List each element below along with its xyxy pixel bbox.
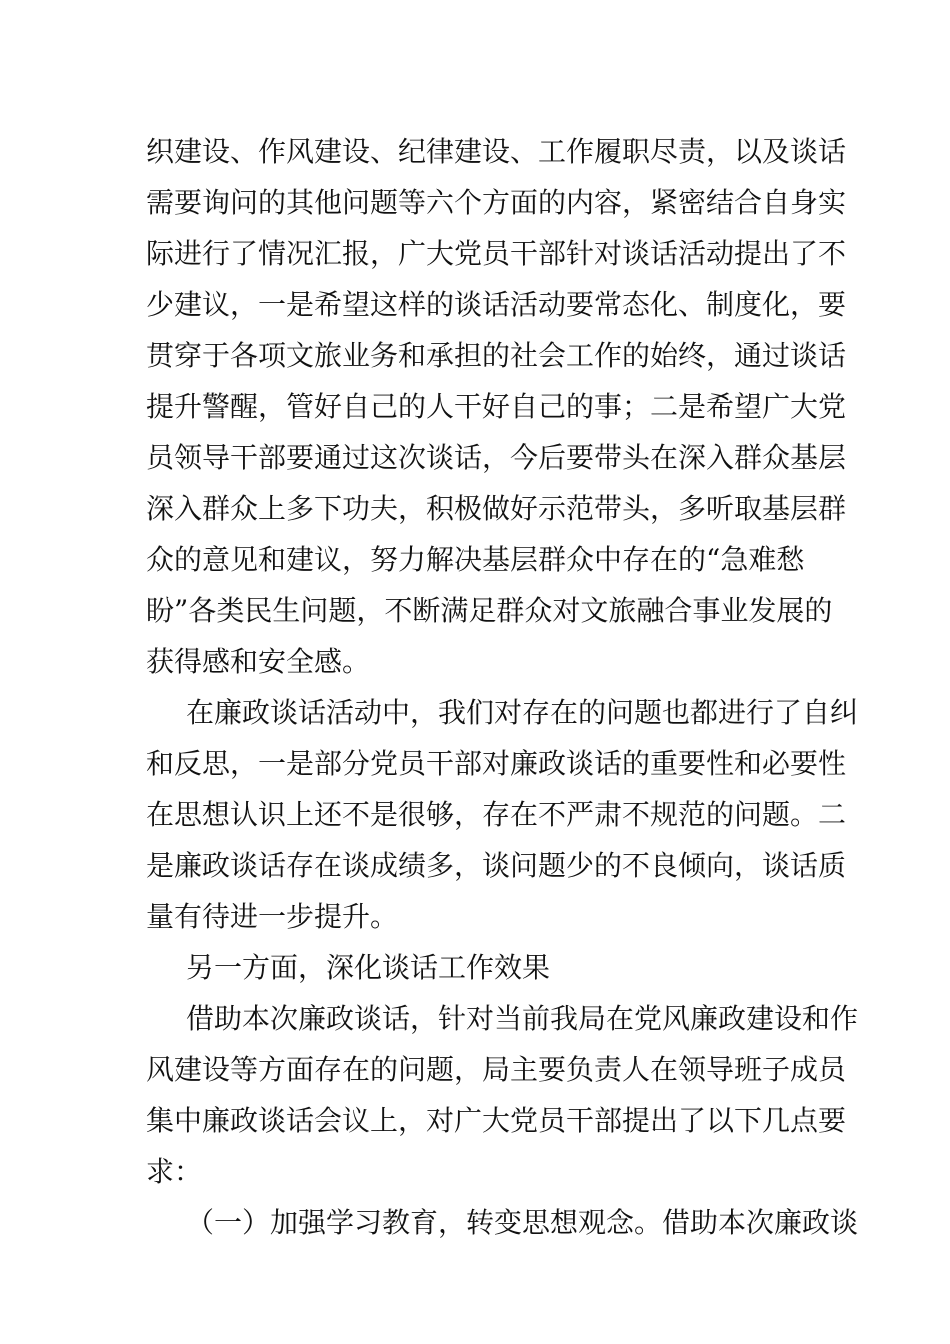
text-line: 员领导干部要通过这次谈话，今后要带头在深入群众基层 xyxy=(146,441,847,474)
text-line: 量有待进一步提升。 xyxy=(146,900,399,933)
text-line: 贯穿于各项文旅业务和承担的社会工作的始终，通过谈话 xyxy=(146,339,847,372)
paragraph-start-line: 借助本次廉政谈话，针对当前我局在党风廉政建设和作 xyxy=(186,1002,859,1035)
text-line: 际进行了情况汇报，广大党员干部针对谈话活动提出了不 xyxy=(146,237,847,270)
text-line: 获得感和安全感。 xyxy=(146,645,371,678)
text-line: 提升警醒，管好自己的人干好自己的事；二是希望广大党 xyxy=(146,390,847,423)
text-line: 深入群众上多下功夫，积极做好示范带头，多听取基层群 xyxy=(146,492,847,525)
text-line: 盼”各类民生问题，不断满足群众对文旅融合事业发展的 xyxy=(146,594,833,627)
text-line: 需要询问的其他问题等六个方面的内容，紧密结合自身实 xyxy=(146,186,847,219)
list-item-heading: （一）加强学习教育，转变思想观念。借助本次廉政谈 xyxy=(186,1206,859,1239)
text-line: 集中廉政谈话会议上，对广大党员干部提出了以下几点要 xyxy=(146,1104,847,1137)
text-line: 和反思，一是部分党员干部对廉政谈话的重要性和必要性 xyxy=(146,747,847,780)
section-heading: 另一方面，深化谈话工作效果 xyxy=(186,951,551,984)
text-line: 众的意见和建议，努力解决基层群众中存在的“急难愁 xyxy=(146,543,805,576)
paragraph-start-line: 在廉政谈话活动中，我们对存在的问题也都进行了自纠 xyxy=(186,696,859,729)
text-line: 是廉政谈话存在谈成绩多，谈问题少的不良倾向，谈话质 xyxy=(146,849,847,882)
text-line: 少建议，一是希望这样的谈话活动要常态化、制度化，要 xyxy=(146,288,847,321)
text-line: 求： xyxy=(146,1155,203,1188)
text-line: 在思想认识上还不是很够，存在不严肃不规范的问题。二 xyxy=(146,798,847,831)
text-line: 织建设、作风建设、纪律建设、工作履职尽责，以及谈话 xyxy=(146,135,847,168)
text-line: 风建设等方面存在的问题，局主要负责人在领导班子成员 xyxy=(146,1053,847,1086)
